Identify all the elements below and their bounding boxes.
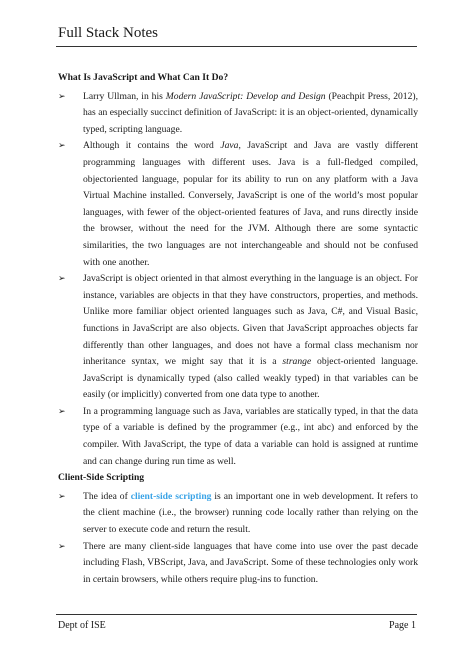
header-divider — [56, 46, 417, 47]
bullet-text: There are many client-side languages that have come into use over the past decade including Flash, VBScript, Java, and JavaScript. Some of these technologies only work in certain browsers, while others require plug-ins to function. — [83, 540, 418, 585]
arrowhead-bullet-icon: ➢ — [58, 274, 66, 285]
footer-department: Dept of ISE — [58, 620, 106, 631]
bullet-text: (Peachpit Press, 2012), has an especially succinct definition of JavaScript: it is an object-oriented, dynamically typed, scripting language. — [83, 90, 418, 135]
bullet-text: Larry Ullman, in his — [83, 90, 166, 102]
arrowhead-bullet-icon: ➢ — [58, 406, 66, 417]
bullet-text: strange — [282, 356, 312, 368]
arrowhead-bullet-icon: ➢ — [58, 141, 66, 152]
document-body — [58, 70, 418, 588]
bullet-text: Although it contains the word — [83, 140, 221, 152]
bullet-text: Modern JavaScript: Develop and Design — [165, 90, 326, 102]
bullet-text: is an important one in web development. It refers to the client machine (i.e., the browser) running code locally rather than relying on the server to execute code and return the result. — [83, 490, 418, 536]
footer-divider — [56, 614, 417, 615]
page-header-title: Full Stack Notes — [58, 25, 158, 41]
bullet-text: Java — [220, 140, 239, 152]
arrowhead-bullet-icon: ➢ — [58, 541, 66, 552]
highlighted-term: client-side scripting — [130, 490, 212, 502]
bullet-list — [58, 89, 418, 471]
bullet-text: , JavaScript and Java are vastly different programming languages with different uses. Java is a full-fledged compiled, objectoriented language, popular for its ability to run on any platform with a Java Virtual Machine installed. Conversely, JavaScript is one of the world’s most popular languages, with fewer of the object-oriented features of Java, and runs directly inside the browser, without the need for the JVM. Although there are some syntactic similarities, the two languages are not interchangeable and should not be confused with one another. — [83, 140, 418, 268]
footer-page-number: Page 1 — [389, 620, 416, 631]
bullet-item — [58, 138, 418, 271]
arrowhead-bullet-icon: ➢ — [58, 491, 66, 502]
bullet-item — [58, 489, 418, 539]
section-heading: What Is JavaScript and What Can It Do? — [58, 72, 229, 83]
bullet-list — [58, 489, 418, 589]
bullet-item — [58, 404, 418, 470]
bullet-text: In a programming language such as Java, variables are statically typed, in that the data type of a variable is defined by the programmer (e.g., int abc) and enforced by the compiler. With JavaScript, the type of data a variable can hold is assigned at runtime and can change during run time as well. — [83, 405, 418, 467]
arrowhead-bullet-icon: ➢ — [58, 91, 66, 102]
bullet-text: JavaScript is object oriented in that almost everything in the language is an object. For instance, variables are objects in that they have constructors, properties, and methods. Unlike more familiar object oriented languages such as Java, C#, and Visual Basic, functions in JavaScript are also objects. Given that JavaScript approaches objects far differently than other languages, and does not have a formal class mechanism nor inheritance syntax, we might say that it is a — [83, 273, 418, 368]
section-heading: Client-Side Scripting — [58, 472, 145, 484]
bullet-text: The idea of — [83, 490, 131, 502]
bullet-text: object-oriented language. JavaScript is dynamically typed (also called weakly typed) in that variables can be easily (or implicitly) converted from one data type to another. — [83, 356, 418, 401]
bullet-item — [58, 539, 418, 589]
bullet-item — [58, 271, 418, 404]
bullet-item — [58, 89, 418, 139]
